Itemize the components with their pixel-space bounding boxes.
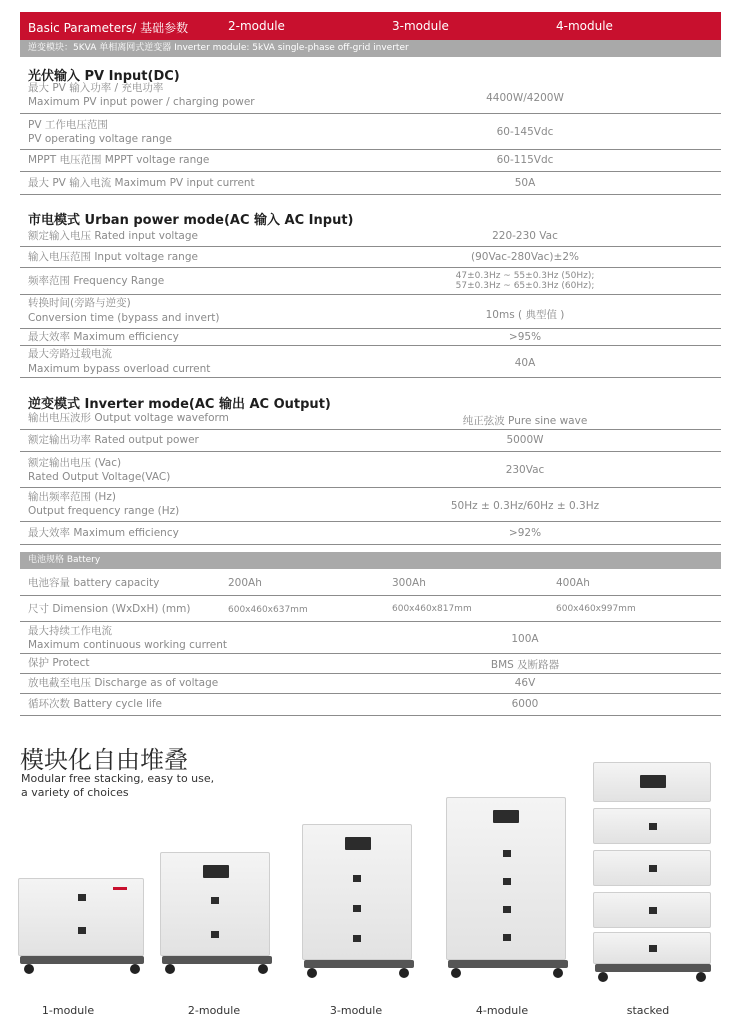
switch-icon bbox=[503, 850, 511, 857]
battery-module bbox=[593, 932, 711, 964]
battery-module bbox=[593, 892, 711, 928]
table-row bbox=[20, 295, 721, 329]
table-row bbox=[20, 430, 721, 452]
header-2-module: 2-module bbox=[228, 19, 285, 33]
table-row bbox=[20, 654, 721, 674]
table-row bbox=[20, 522, 721, 545]
row-value: 60-145Vdc bbox=[496, 126, 554, 138]
switch-icon bbox=[649, 823, 657, 830]
row-label-en: Maximum bypass overload current bbox=[28, 363, 211, 375]
battery-module bbox=[593, 808, 711, 844]
row-value-2: 57±0.3Hz ~ 65±0.3Hz (60Hz); bbox=[455, 281, 595, 291]
row-label: 尺寸 Dimension (WxDxH) (mm) bbox=[28, 603, 191, 615]
row-value: BMS 及断路器 bbox=[490, 659, 560, 671]
wheel-icon bbox=[598, 972, 608, 982]
header-3-module: 3-module bbox=[392, 19, 449, 33]
inverter-module bbox=[593, 762, 711, 802]
table-row bbox=[20, 596, 721, 622]
switch-icon bbox=[211, 931, 219, 938]
caption-stacked: stacked bbox=[626, 1004, 670, 1017]
table-row bbox=[20, 329, 721, 346]
row-label: 最大效率 Maximum efficiency bbox=[28, 331, 179, 343]
table-row bbox=[20, 150, 721, 172]
row-label-en: PV operating voltage range bbox=[28, 133, 172, 145]
urban-section-title: 市电模式 Urban power mode(AC 输入 AC Input) bbox=[28, 213, 354, 228]
switch-icon bbox=[649, 945, 657, 952]
battery-module bbox=[593, 850, 711, 886]
wheel-icon bbox=[451, 968, 461, 978]
row-value: 60-115Vdc bbox=[496, 154, 554, 166]
battery-module bbox=[302, 824, 412, 960]
wheel-base bbox=[595, 964, 711, 972]
table-header bbox=[20, 12, 721, 40]
display-screen bbox=[640, 775, 666, 788]
table-row bbox=[20, 674, 721, 694]
table-row bbox=[20, 80, 721, 114]
row-value: 纯正弦波 Pure sine wave bbox=[462, 415, 588, 427]
row-value: (90Vac-280Vac)±2% bbox=[471, 251, 579, 263]
switch-icon bbox=[503, 934, 511, 941]
wheel-icon bbox=[307, 968, 317, 978]
row-label-en: Output frequency range (Hz) bbox=[28, 505, 180, 517]
row-label: 转换时间(旁路与逆变) bbox=[28, 297, 131, 309]
row-value: >92% bbox=[508, 527, 542, 539]
table-row bbox=[20, 694, 721, 716]
table-row bbox=[20, 172, 721, 195]
row-label-en: Rated Output Voltage(VAC) bbox=[28, 471, 171, 483]
row-label: 额定输入电压 Rated input voltage bbox=[28, 230, 198, 242]
battery-band: 电池规格 Battery bbox=[20, 552, 721, 569]
wheel-base bbox=[20, 956, 144, 964]
wheel-icon bbox=[696, 972, 706, 982]
row-value: 4400W/4200W bbox=[486, 92, 564, 104]
wheel-base bbox=[448, 960, 568, 968]
capacity-2-module: 200Ah bbox=[228, 577, 262, 589]
wheel-base bbox=[162, 956, 272, 964]
brand-logo bbox=[113, 887, 127, 890]
row-label: 最大 PV 输入功率 / 充电功率 bbox=[28, 82, 164, 94]
wheel-icon bbox=[258, 964, 268, 974]
table-row bbox=[20, 452, 721, 488]
caption-1-module: 1-module bbox=[41, 1004, 95, 1017]
wheel-icon bbox=[24, 964, 34, 974]
row-value: 50A bbox=[514, 177, 536, 189]
row-label: 输出电压波形 Output voltage waveform bbox=[28, 412, 229, 424]
row-label: 输入电压范围 Input voltage range bbox=[28, 251, 198, 263]
table-row bbox=[20, 409, 721, 430]
row-label: 输出频率范围 (Hz) bbox=[28, 491, 116, 503]
table-row bbox=[20, 346, 721, 378]
display-screen bbox=[345, 837, 371, 850]
row-label: 循环次数 Battery cycle life bbox=[28, 698, 163, 710]
display-screen bbox=[203, 865, 229, 878]
caption-4-module: 4-module bbox=[475, 1004, 529, 1017]
row-label-en: Maximum continuous working current bbox=[28, 639, 228, 651]
stacking-subtitle: Modular free stacking, easy to use, a variety of choices bbox=[21, 772, 215, 799]
row-label: 最大持续工作电流 bbox=[28, 625, 112, 637]
row-value: 100A bbox=[511, 633, 539, 645]
switch-icon bbox=[649, 865, 657, 872]
row-label-en: Maximum PV input power / charging power bbox=[28, 96, 255, 108]
capacity-3-module: 300Ah bbox=[392, 577, 426, 589]
row-label: 最大旁路过载电流 bbox=[28, 348, 112, 360]
table-row bbox=[20, 247, 721, 268]
row-value: 230Vac bbox=[505, 464, 545, 476]
row-label: 额定输出功率 Rated output power bbox=[28, 434, 199, 446]
battery-module bbox=[18, 878, 144, 956]
switch-icon bbox=[353, 935, 361, 942]
header-4-module: 4-module bbox=[556, 19, 613, 33]
switch-icon bbox=[211, 897, 219, 904]
table-row bbox=[20, 268, 721, 295]
table-row bbox=[20, 114, 721, 150]
row-label: PV 工作电压范围 bbox=[28, 119, 108, 131]
row-label-en: Conversion time (bypass and invert) bbox=[28, 312, 220, 324]
switch-icon bbox=[353, 875, 361, 882]
header-basic-parameters: Basic Parameters/ 基础参数 bbox=[28, 21, 189, 35]
wheel-base bbox=[304, 960, 414, 968]
capacity-4-module: 400Ah bbox=[556, 577, 590, 589]
stacking-title: 模块化自由堆叠 bbox=[20, 746, 188, 774]
caption-2-module: 2-module bbox=[187, 1004, 241, 1017]
row-value: 46V bbox=[514, 677, 536, 689]
row-label: 频率范围 Frequency Range bbox=[28, 275, 165, 287]
wheel-icon bbox=[399, 968, 409, 978]
battery-module bbox=[160, 852, 270, 956]
switch-icon bbox=[649, 907, 657, 914]
row-value: 47±0.3Hz ~ 55±0.3Hz (50Hz); bbox=[455, 271, 595, 281]
row-label: 保护 Protect bbox=[28, 657, 90, 669]
caption-3-module: 3-module bbox=[329, 1004, 383, 1017]
row-value: 5000W bbox=[506, 434, 544, 446]
switch-icon bbox=[503, 906, 511, 913]
pv-section-title: 光伏输入 PV Input(DC) bbox=[28, 69, 180, 84]
wheel-icon bbox=[553, 968, 563, 978]
row-value: 40A bbox=[514, 357, 536, 369]
row-label: 最大效率 Maximum efficiency bbox=[28, 527, 179, 539]
row-value: 50Hz ± 0.3Hz/60Hz ± 0.3Hz bbox=[450, 500, 600, 512]
switch-icon bbox=[503, 878, 511, 885]
table-row bbox=[20, 488, 721, 522]
switch-icon bbox=[78, 927, 86, 934]
dimension-3-module: 600x460x817mm bbox=[392, 604, 472, 614]
wheel-icon bbox=[165, 964, 175, 974]
wheel-icon bbox=[130, 964, 140, 974]
row-value: 10ms ( 典型值 ) bbox=[485, 309, 565, 321]
row-label: 放电截至电压 Discharge as of voltage bbox=[28, 677, 219, 689]
switch-icon bbox=[353, 905, 361, 912]
row-label: MPPT 电压范围 MPPT voltage range bbox=[28, 154, 210, 166]
table-row bbox=[20, 622, 721, 654]
row-label: 电池容量 battery capacity bbox=[28, 577, 160, 589]
inverter-section-title: 逆变模式 Inverter mode(AC 输出 AC Output) bbox=[28, 397, 331, 412]
row-value: >95% bbox=[508, 331, 542, 343]
display-screen bbox=[493, 810, 519, 823]
dimension-4-module: 600x460x997mm bbox=[556, 604, 636, 614]
row-value: 6000 bbox=[511, 698, 539, 710]
switch-icon bbox=[78, 894, 86, 901]
table-row bbox=[20, 572, 721, 596]
table-row bbox=[20, 226, 721, 247]
inverter-module-band: 逆变模块：5KVA 单相离网式逆变器 Inverter module: 5kVA single-phase off-grid inverter bbox=[20, 40, 721, 57]
row-value: 220-230 Vac bbox=[492, 230, 558, 242]
dimension-2-module: 600x460x637mm bbox=[228, 605, 308, 615]
row-label: 最大 PV 输入电流 Maximum PV input current bbox=[28, 177, 255, 189]
row-label: 额定输出电压 (Vac) bbox=[28, 457, 122, 469]
battery-module bbox=[446, 797, 566, 960]
